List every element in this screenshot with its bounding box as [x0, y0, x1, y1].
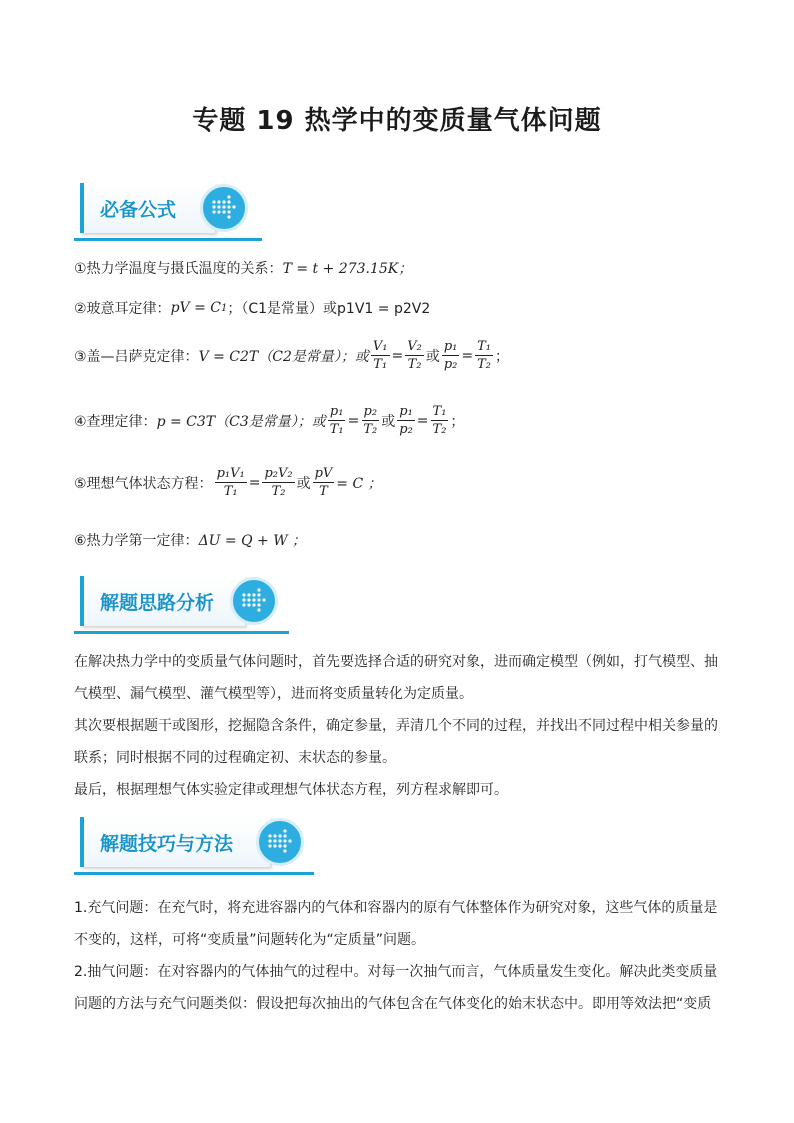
fraction: $\frac{\text{V₁}}{\text{T₁}}$ [372, 339, 388, 372]
fraction: $\frac{pV}{T}$ [314, 466, 333, 499]
analysis-paragraph: 在解决热力学中的变质量气体问题时，首先要选择合适的研究对象，进而确定模型（例如，打气模型、抽气模型、漏气模型、灌气模型等），进而将变质量转化为定质量。 其次要根据题干或图形，挖掘隐含条件，确定参量，弄清几个不同的过程，并找出不同过程中相关参量的联系；同时根据不同的过程确定初、末状态的参量。 最后，根据理想气体实验定律或理想气体状态方程，列方程求解即可。 [74, 654, 718, 798]
methods-paragraph: 1.充气问题：在充气时，将充进容器内的气体和容器内的原有气体整体作为研究对象，这些气体的质量是不变的，这样，可将“变质量”问题转化为“定质量”问题。 2.抽气问题：在对容器内的气体抽气的过程中。对每一次抽气而言，气体质量发生变化。解决此类变质量问题的方法与充气问题类似：假设把每次抽出的气体包含在气体变化的始末状态中。即用等效法把“变质 [74, 900, 718, 1012]
fraction: $\frac{\text{p₁}}{\text{T₁}}$ [329, 404, 344, 437]
fraction: $\frac{\text{T₁}}{\text{T₂}}$ [432, 404, 447, 437]
section-underline [74, 238, 262, 241]
dot-arrow-icon [230, 577, 278, 625]
fraction: $\frac{\text{p₂}}{\text{T₂}}$ [363, 404, 378, 437]
fraction: $\frac{\text{V₂}}{\text{T₂}}$ [407, 339, 422, 372]
section-heading-methods [74, 817, 319, 883]
section-heading-label: 解题技巧与方法 [100, 832, 234, 855]
page-title: 专题 19 热学中的变质量气体问题 [192, 106, 602, 136]
dot-arrow-icon [256, 818, 304, 866]
formula-3: ③盖—吕萨克定律： V = C2T（C2是常量）；或 $\frac{\text{V₁}}{\text{T₁}}$ = $\frac{\text{V₂}}{\text{T₂}}$ 或 $\frac{\text{p₁}}{\text{p₂}}$ = $\frac{\text{T₁}}{\text{T₂}}$ ； [74, 339, 510, 372]
formula-6: ⑥热力学第一定律： ΔU = Q + W ； [74, 533, 307, 549]
fraction: $\frac{\text{p₁V₁}}{\text{T₁}}$ [216, 466, 245, 499]
fraction: $\frac{\text{T₁}}{\text{T₂}}$ [477, 339, 492, 372]
section-heading-box [80, 817, 270, 867]
fraction: $\frac{\text{p₁}}{\text{p₂}}$ [399, 404, 413, 437]
fraction: $\frac{\text{p₁}}{\text{p₂}}$ [443, 339, 458, 372]
section-underline [74, 631, 289, 634]
section-heading-box [80, 183, 215, 233]
section-underline [74, 872, 314, 875]
section-heading-box [80, 576, 245, 626]
dot-arrow-icon [200, 184, 248, 232]
formula-5: ⑤理想气体状态方程： $\frac{\text{p₁V₁}}{\text{T₁}}$ = $\frac{\text{p₂V₂}}{\text{T₂}}$ 或 $\frac{pV}{T}$ = C ； [74, 466, 382, 499]
formula-1: ①热力学温度与摄氏温度的关系： T = t + 273.15K； [74, 261, 413, 277]
section-heading-analysis [74, 576, 294, 642]
formula-4: ④查理定律： p = C3T（C3是常量）；或 $\frac{\text{p₁}}{\text{T₁}}$ = $\frac{\text{p₂}}{\text{T₂}}$ 或 $\frac{\text{p₁}}{\text{p₂}}$ = $\frac{\text{T₁}}{\text{T₂}}$ ； [74, 404, 465, 437]
fraction: $\frac{\text{p₂V₂}}{\text{T₂}}$ [264, 466, 293, 499]
formula-2: ②玻意耳定律： pV = C 1 ；（C1是常量）或p1V1 = p2V2 [74, 300, 431, 317]
section-heading-label: 必备公式 [100, 198, 177, 221]
section-heading-label: 解题思路分析 [100, 591, 215, 614]
section-heading-formulas [74, 183, 264, 249]
